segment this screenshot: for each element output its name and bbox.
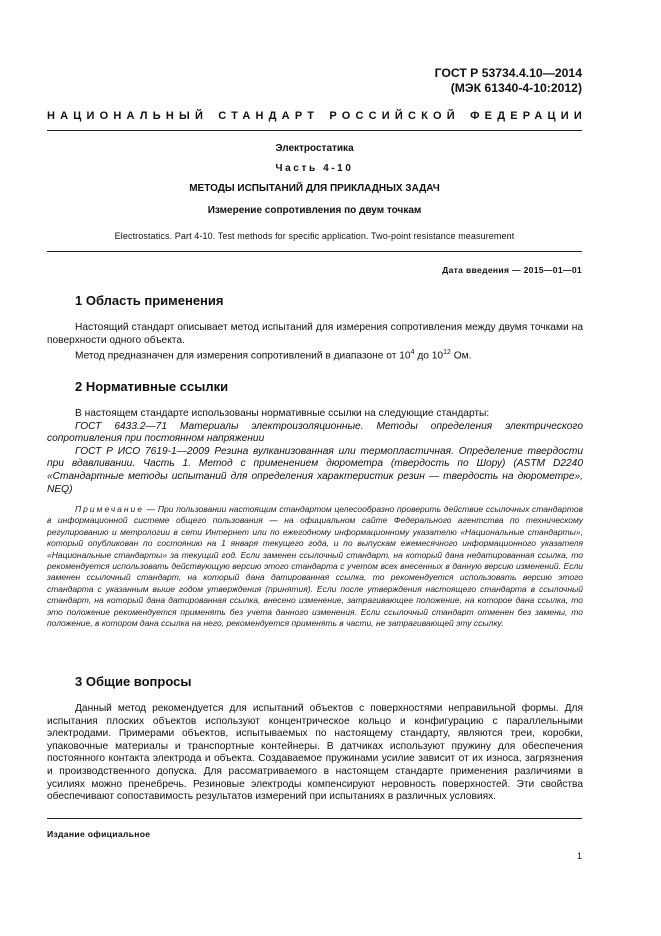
range-text: Метод предназначен для измерения сопротивлений в диапазоне от 10 <box>75 350 411 362</box>
document-code-block <box>435 66 582 96</box>
title-main: МЕТОДЫ ИСПЫТАНИЙ ДЛЯ ПРИКЛАДНЫХ ЗАДАЧ <box>189 183 440 194</box>
title-part: Часть 4-10 <box>275 163 354 174</box>
range-exponent-low: 4 <box>410 349 415 357</box>
range-exponent-high: 12 <box>443 349 451 357</box>
section-2-heading: 2 Нормативные ссылки <box>75 379 229 394</box>
page-number: 1 <box>576 851 582 861</box>
note-block <box>47 504 583 629</box>
banner-word: ФЕДЕРАЦИИ <box>470 110 587 122</box>
national-standard-banner <box>47 110 587 122</box>
banner-word: СТАНДАРТ <box>218 110 320 122</box>
section-1-paragraph: Настоящий стандарт описывает метод испытаний для измерения сопротивления между двумя точками на поверхности одного объекта. <box>47 322 583 346</box>
title-subject: Электростатика <box>275 143 354 154</box>
section-3-heading: 3 Общие вопросы <box>75 674 192 689</box>
range-text: Ом. <box>450 350 472 362</box>
date-of-introduction: Дата введения — 2015—01—01 <box>442 265 582 275</box>
gost-number: ГОСТ Р 53734.4.10—2014 <box>434 66 582 80</box>
footer-divider <box>47 818 582 819</box>
iec-number: (МЭК 61340-4-10:2012) <box>450 81 582 95</box>
banner-word: НАЦИОНАЛЬНЫЙ <box>47 110 209 122</box>
section-1-body <box>47 322 583 363</box>
references-intro: В настоящем стандарте использованы нормативные ссылки на следующие стандарты: <box>75 408 490 419</box>
note-label: Примечание <box>75 504 144 514</box>
title-english: Electrostatics. Part 4-10. Test methods for specific application. Two-point resistance measurement <box>114 231 515 241</box>
banner-word: РОССИЙСКОЙ <box>329 110 460 122</box>
section-3-paragraph: Данный метод рекомендуется для испытаний объектов с поверхностями неправильной формы. Для испытания плоских объектов используют концентрическое кольцо и конфигурацию с параллельными электродами. Примерами объектов, испытываемых по настоящему стандарту, являются треи, коробки, упаковочные материалы и транспортные контейнеры. В датчиках используют пружину для обеспечения постоянного контакта электрода и объекта. Создаваемое пружинами усилие зависит от их износа, загрязнения и производственного допуска. Для рассматриваемого в настоящем стандарте применения различиями в усилиях можно пренебречь. Резиновые электроды компенсируют неровность поверхностей. Эти свойства обеспечивают сопоставимость результатов измерений при испытаниях в различных условиях. <box>47 703 583 803</box>
official-edition: Издание официальное <box>47 829 151 839</box>
section-2-body <box>47 408 583 496</box>
note-paragraph <box>47 504 583 629</box>
reference-item: ГОСТ 6433.2—71 Материалы электроизоляционные. Методы определения электрического сопротивления при постоянном напряжении <box>47 420 583 445</box>
section-3-body <box>47 703 583 804</box>
title-sub: Измерение сопротивления по двум точкам <box>207 205 422 216</box>
range-text: до 10 <box>414 350 444 362</box>
section-1-heading: 1 Область применения <box>75 293 224 308</box>
note-text: — При пользовании настоящим стандартом целесообразно проверить действие ссылочных стандартов в информационной системе общего пользования — на официальном сайте Федерального агентства по техническому регулированию и метрологии в сети Интернет или по ежегодному информационному указателю «Национальные стандарты», который опубликован по состоянию на 1 января текущего года, и по выпускам ежемесячного информационного указателя «Национальные стандарты» за текущий год. Если заменен ссылочный стандарт, на который дана недатированная ссылка, то рекомендуется использовать действующую версию этого стандарта с учетом всех внесенных в данную версию изменений. Если заменен ссылочный стандарт, на который дана датированная ссылка, то рекомендуется использовать версию этого стандарта с указанным выше годом утверждения (принятия). Если после утверждения настоящего стандарта в ссылочный стандарт, на который дана датированная ссылка, внесено изменение, затрагивающее положение, на которое дана ссылка, то это положение рекомендуется применять без учета данного изменения. Если ссылочный стандарт отменен без замены, то положение, в котором дана ссылка на него, рекомендуется применять в части, не затрагивающей эту ссылку. <box>47 504 583 629</box>
section-1-range-paragraph <box>47 347 583 363</box>
title-divider <box>47 251 582 252</box>
header-divider <box>47 130 582 131</box>
reference-item: ГОСТ Р ИСО 7619-1—2009 Резина вулканизованная или термопластичная. Определение твердости при вдавливании. Часть 1. Метод с применением дюрометра (твердость по Шору) (ASTM D2240 «Стандартные методы испытаний для определения характеристик резин — твердость на дюрометре», NEQ) <box>47 445 583 495</box>
